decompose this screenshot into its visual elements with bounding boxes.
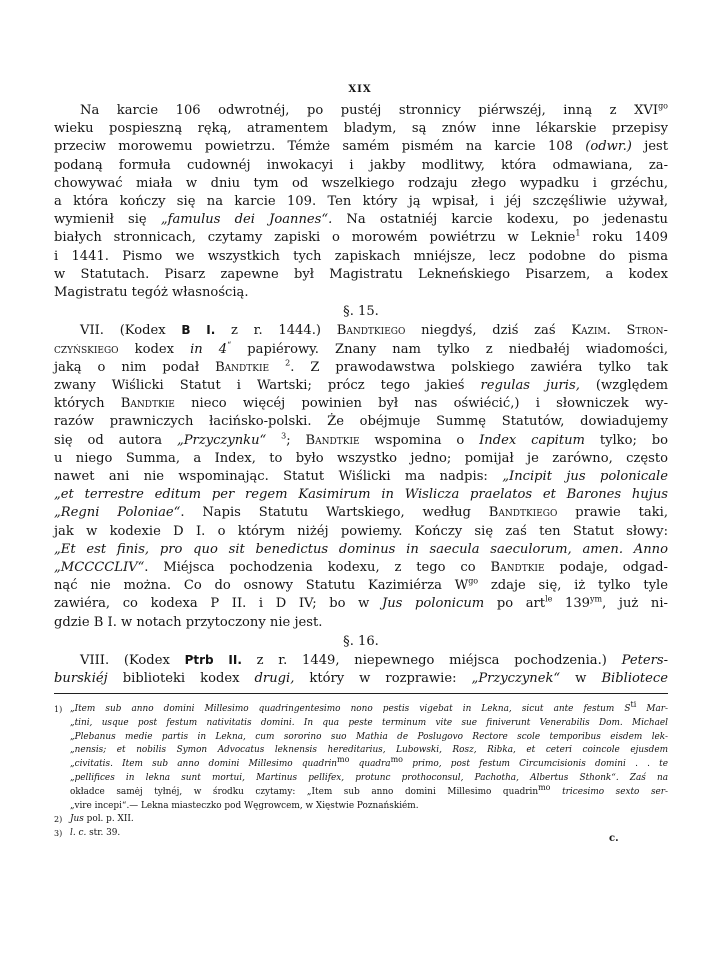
text-line: których Bandtkie nieco więcéj powinien był nas oświécić,) i słowniczek wy- [54,396,669,412]
text-line: Magistratu tegóż własnością. [54,285,249,301]
page-number: XIX [348,84,372,95]
main-text [54,102,668,689]
footnote-line: „vire incepi“.— Lekna miasteczko pod Węgrowcem, w Xięstwie Poznańskiém. [70,800,419,811]
text-line: razów prawniczych łacińsko-polski. Że obéjmuje Summę Statutów, dowiadujemy [54,414,668,430]
text-line: Na karcie 106 odwrotnéj, po pustéj stronnicy piérwszéj, inną z $XVI^{go}$ [80,101,668,118]
text-line: w Statutach. Pisarz zapewne był Magistratu Lekneńskiego Pisarzem, a kodex [54,266,668,282]
section-heading-16: §. 16. [343,633,379,649]
text-line: białych stronnicach, czytamy zapiski o morowém powiétrzu w Leknie$^1$ roku 1409 [54,229,668,246]
text-line: nąć nie można. Co do osnowy Statutu Kazimiérza $W^{go}$ zdaje się, iż tylko tyle [54,576,668,594]
text-line: podaną formuła cudownéj inwokacyi i jakby modlitwy, która odmawiana, za- [54,157,668,173]
text-line: VII. (Kodex B I. z r. 1444.) Bandtkiego niegdyś, dziś zaś Kazim. Stron- [80,323,668,339]
text-line: „Et est finis, pro quo sit benedictus dominus in saecula saeculorum, amen. Anno [54,541,668,557]
footnote-ref: 1 [575,229,581,239]
text-line: i 1441. Pismo we wszystkich tych zapiskach mniéjsze, lecz podobne do pisma [54,248,668,264]
paragraph-2 [54,321,668,631]
footnote-ref: 3 [281,431,287,441]
paragraph-1 [54,102,668,302]
footnote-line: „Plebanus medie partis in Lekna, cum sororino suo Mathia de Poslugovo Rectore scole temporibus eisdem lek- [70,731,668,742]
codex-siglum: B I. [181,323,216,338]
footnote-line: „civitatis. Item sub anno domini Millesimo quadrin$^{mo}$ quadra$^{mo}$ primo, post festum Circumcisionis domini . . te [70,755,669,770]
footnote-line: „tini, usque post festum nativitatis domini. In qua peste terminum vite sue finiverunt Venerabilis Dom. Michael [70,717,668,728]
text-line: u niego Summa, a Index, to było wszystko jedno; pomijał je zarówno, często [54,450,668,466]
footnote-line: 1) „Item sub anno domini Millesimo quadringentesimo nono pestis vigebat in Lekna, sicut ante festum $S^{ti}$ Mar- [54,700,668,714]
text-line: wieku pospieszną ręką, atramentem bladym, są znów inne lékarskie przepisy [54,121,668,137]
text-line: VIII. (Kodex Ptrb II. z r. 1449, niepewnego miéjsca pochodzenia.) Peters- [80,653,669,669]
text-line: się od autora „Przyczynku“ $^3$; Bandtkie wspomina o Index capitum tylko; bo [54,431,669,448]
codex-siglum: Ptrb II. [184,653,242,668]
paragraph-3 [54,651,668,688]
section-heading-15: §. 15. [343,304,379,320]
footnote-rule [54,693,668,694]
text-line: jak w kodexie D I. o którym niżéj powiemy. Kończy się zaś ten Statut słowy: [54,523,668,539]
text-line: a która kończy się na karcie 109. Ten który ją wpisał, i jéj szczęśliwie używał, [54,194,668,210]
text-line: czyńskiego kodex in 4“ papiérowy. Znany nam tylko z niedbałéj wiadomości, [54,340,668,357]
text-line: gdzie B I. w notach przytoczony nie jest. [54,614,323,630]
text-line: burskiéj biblioteki kodex drugi, który w rozprawie: „Przyczynek“ w Bibliotece [54,671,668,687]
footnote-line: „nensis; et nobilis Symon Advocatus leknensis hereditarius, Lubowski, Rosz, Ribka, et ceteri coincole ejusdem [70,745,668,756]
text-line: „et terrestre editum per regem Kasimirum in Wislicza praelatos et Barones hujus [54,487,668,503]
text-line: chowywać miała w dniu tym od wszelkiego rodzaju złego wypadku i grzéchu, [54,175,668,191]
footnote-3: 3) l. c. str. 39. [54,828,121,839]
footnote-line: okładce samėj tyłnéj, w środku czytamy: „Item sub anno domini Millesimo quadrin$^{mo}$ tricesimo sexto ser- [70,782,669,797]
footnote-1 [54,700,669,813]
footnote-2: 2) Jus pol. p. XII. [54,814,134,825]
text-line: przeciw morowemu powietrzu. Témże samém pismém na karcie 108 (odwr.) jest [54,139,668,155]
text-line: wymienił się „famulus dei Joannes“. Na ostatniéj karcie kodexu, po jedenastu [54,212,668,228]
footnotes [54,700,669,841]
text-line: nawet ani nie wspominając. Statut Wiślicki ma nadpis: „Incipit jus polonicale [54,469,668,485]
signature-mark: c. [609,833,619,844]
text-line: zawiéra, co kodexa P II. i D IV; bo w Jus polonicum po art$^{le}$ $139^{ym}$, już ni- [54,595,668,612]
footnote-ref: 2 [285,358,291,368]
text-line: „Regni Poloniae“. Napis Statutu Wartskiego, według Bandtkiego prawie taki, [54,505,668,521]
text-line: „MCCCCLIV“. Miéjsca pochodzenia kodexu, z tego co Bandtkie podaje, odgad- [54,560,668,576]
text-line: zwany Wiślicki Statut i Wartski; prócz tego jakieś regulas juris, (względem [54,378,668,394]
text-line: jaką o nim podał Bandtkie $^2$. Z prawodawstwa polskiego zawiéra tylko tak [54,358,669,375]
footnote-line: „pellifices in lekna sunt mortui, Martinus pellifex, protunc prothoconsul, Pachotha, Albertus Sthonk“. Zaś na [70,772,668,783]
